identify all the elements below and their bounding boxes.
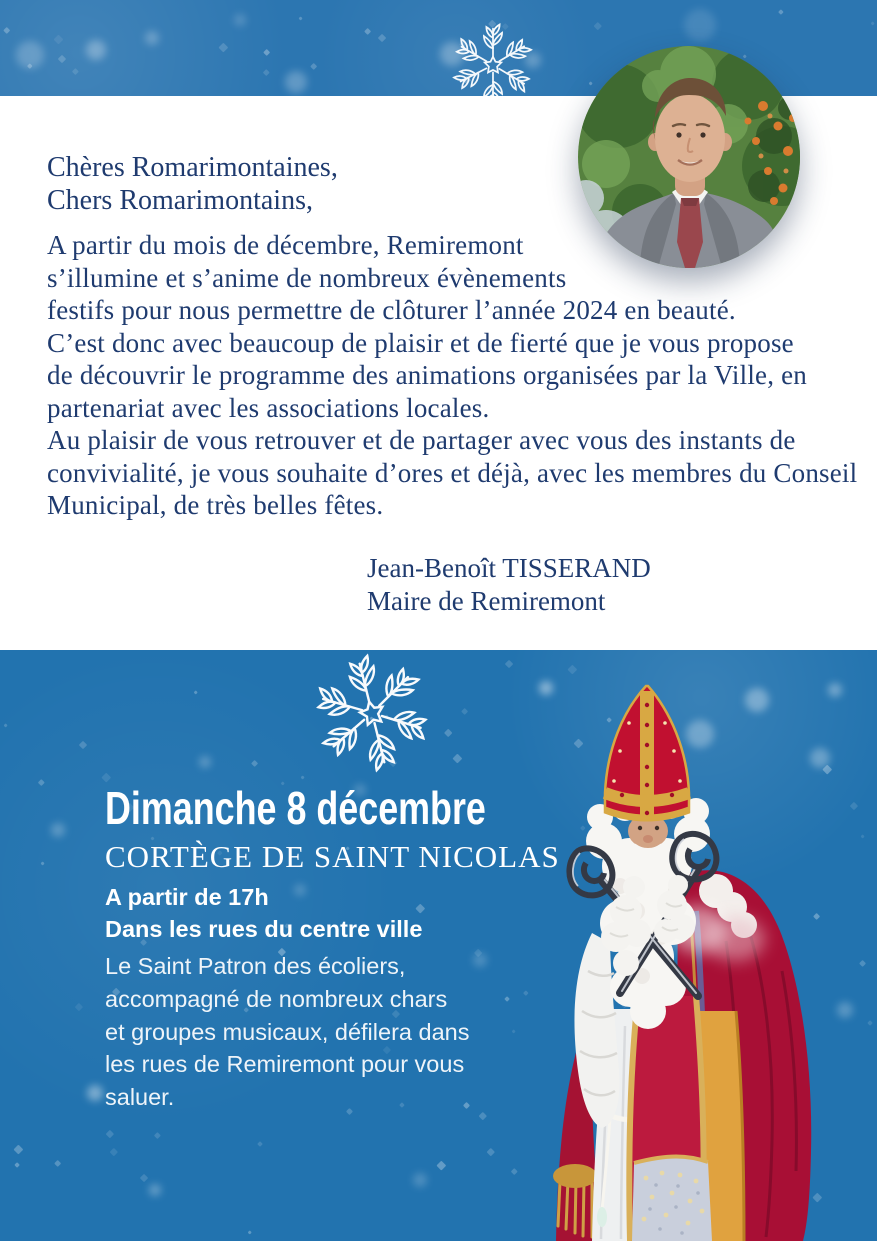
event-title: CORTÈGE DE SAINT NICOLAS (105, 839, 560, 874)
description-line: saluer. (105, 1084, 175, 1111)
greeting-line: Chères Romarimontaines, (47, 152, 338, 183)
letter-line: convivialité, je vous souhaite d’ores et déjà, avec les membres du Conseil (47, 457, 858, 488)
event-location: Dans les rues du centre ville (105, 916, 423, 942)
letter-line: C’est donc avec beaucoup de plaisir et de fierté que je vous propose (47, 327, 794, 358)
signature-role: Maire de Remiremont (367, 586, 606, 616)
event-description (105, 950, 469, 1114)
snowflake-icon (450, 22, 536, 96)
description-line: accompagné de nombreux chars (105, 985, 448, 1012)
event-time: A partir de 17h (105, 884, 269, 910)
letter-body (47, 229, 857, 522)
letter-line: A partir du mois de décembre, Remiremont (47, 230, 524, 260)
signature-name: Jean-Benoît TISSERAND (367, 553, 651, 583)
letter-line: festifs pour nous permettre de clôturer l’année 2024 en beauté. (47, 295, 736, 325)
letter-line: Municipal, de très belles fêtes. (47, 490, 384, 520)
description-line: les rues de Remiremont pour vous (105, 1051, 465, 1078)
mayor-portrait-illustration (578, 46, 800, 268)
description-line: et groupes musicaux, défilera dans (105, 1018, 470, 1045)
greeting-line: Chers Romarimontains, (47, 185, 313, 216)
event-section (0, 650, 877, 1241)
letter-greeting (47, 151, 338, 217)
letter-line: de découvrir le programme des animations organisées par la Ville, en (47, 360, 807, 390)
letter-line: Au plaisir de vous retrouver et de partager avec vous des instants de (47, 425, 796, 455)
signature-block (367, 552, 651, 618)
event-date: Dimanche 8 décembre (105, 782, 486, 834)
saint-nicolas-photo (530, 681, 877, 1241)
letter-line: s’illumine et s’anime de nombreux évènements (47, 262, 567, 293)
mayor-portrait-photo (578, 46, 800, 268)
letter-line: partenariat avec les associations locales. (47, 392, 490, 423)
description-line: Le Saint Patron des écoliers, (105, 953, 406, 979)
snowflake-icon (299, 650, 444, 786)
